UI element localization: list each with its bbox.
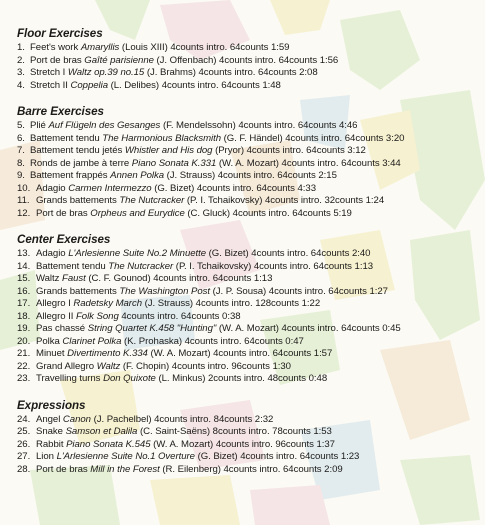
- track-details: (J. Offenbach) 4counts intro. 64counts 1:56: [156, 54, 339, 66]
- music-title: The Nutcracker: [108, 260, 174, 272]
- exercise-name: Stretch II: [30, 79, 68, 91]
- track-details: (J. Pachelbel) 4counts intro. 84counts 2:32: [93, 413, 274, 425]
- music-title: Waltz op.39 no.15: [67, 67, 145, 78]
- music-title: Auf Flügeln des Gesanges: [48, 120, 161, 131]
- track-row: [17, 373, 481, 386]
- track-row: [17, 451, 481, 464]
- exercise-name: Plié: [30, 120, 46, 131]
- track-number: 3.: [17, 67, 25, 78]
- track-details: (C. Gluck) 4counts intro. 64counts 5:19: [187, 207, 352, 219]
- track-number: 6.: [17, 132, 25, 144]
- music-title: Piano Sonata K.331: [131, 157, 217, 169]
- music-title: The Nutcracker: [119, 195, 185, 206]
- music-title: Canon: [62, 413, 91, 425]
- track-row: [17, 261, 481, 274]
- exercise-name: Rabbit: [36, 438, 64, 450]
- track-number: 28.: [17, 463, 31, 475]
- track-number: 2.: [17, 54, 25, 66]
- track-details: (Louis XIII) 4counts intro. 64counts 1:59: [121, 42, 290, 53]
- track-number: 7.: [17, 145, 25, 156]
- track-row: [17, 426, 481, 439]
- track-row: [17, 311, 481, 324]
- music-title: Annen Polka: [110, 170, 165, 181]
- track-details: (G. F. Händel) 4counts intro. 64counts 3:20: [223, 132, 405, 144]
- section: [17, 233, 481, 386]
- track-details: (C. Saint-Saëns) 8counts intro. 78counts 1:53: [139, 426, 332, 437]
- track-details: (C. F. Gounod) 4counts intro. 64counts 1:13: [88, 273, 273, 284]
- music-title: Piano Sonata K.545: [66, 438, 151, 450]
- track-details: (J. Strauss) 4counts intro. 128counts 1:22: [144, 298, 321, 309]
- track-number: 21.: [17, 348, 31, 359]
- music-title: Whistler and His dog: [124, 145, 213, 156]
- track-row: [17, 248, 481, 261]
- track-row: [17, 273, 481, 286]
- track-details: (P. I. Tchaikovsky) 4counts intro. 32counts 1:24: [186, 195, 385, 206]
- track-number: 24.: [17, 413, 31, 425]
- music-title: Mill in the Forest: [90, 463, 160, 475]
- track-number: 18.: [17, 310, 31, 322]
- track-row: [17, 208, 481, 221]
- section-heading: Barre Exercises: [17, 105, 104, 118]
- track-row: [17, 67, 481, 80]
- exercise-name: Battement tendu: [30, 132, 100, 144]
- track-details: (G. Bizet) 4counts intro. 64counts 4:33: [154, 182, 316, 194]
- exercise-name: Waltz: [36, 273, 60, 284]
- track-details: (J. Brahms) 4counts intro. 64counts 2:08: [146, 67, 318, 78]
- exercise-name: Pas chassé: [36, 323, 86, 334]
- music-title: L'Arlesienne Suite No.2 Minuette: [68, 248, 207, 259]
- track-details: (K. Prohaska) 4counts intro. 64counts 0:47: [124, 335, 304, 347]
- track-number: 23.: [17, 373, 31, 384]
- track-details: (F. Mendelssohn) 4counts intro. 64counts 4:46: [162, 120, 358, 131]
- music-title: Carmen Intermezzo: [68, 182, 152, 194]
- exercise-name: Port de bras: [30, 54, 82, 66]
- track-details: (L. Delibes) 4counts intro. 64counts 1:48: [110, 79, 281, 91]
- track-number: 16.: [17, 285, 31, 297]
- track-number: 5.: [17, 120, 25, 131]
- exercise-name: Battement tendu: [36, 260, 106, 272]
- track-row: [17, 361, 481, 374]
- music-title: Waltz: [96, 360, 121, 372]
- exercise-name: Grands battements: [36, 285, 117, 297]
- exercise-name: Ronds de jambe à terre: [30, 157, 130, 169]
- track-row: [17, 120, 481, 133]
- exercise-name: Battement tendu jetés: [30, 145, 123, 156]
- track-number: 15.: [17, 273, 31, 284]
- track-details: (J. Strauss) 4counts intro. 64counts 2:15: [166, 170, 337, 181]
- exercise-name: Adagio: [36, 248, 66, 259]
- track-details: (Pryor) 4counts intro. 64counts 3:12: [215, 145, 366, 156]
- section: [17, 27, 481, 92]
- track-details: (G. Bizet) 4counts intro. 64counts 2:40: [208, 248, 371, 259]
- exercise-name: Allegro II: [36, 310, 74, 322]
- track-number: 8.: [17, 157, 25, 169]
- track-details: (J. P. Sousa) 4counts intro. 64counts 1:27: [212, 285, 388, 297]
- section: [17, 399, 481, 477]
- music-title: Samson et Dalila: [65, 426, 138, 437]
- exercise-name: Stretch I: [30, 67, 66, 78]
- track-details: (W. A. Mozart) 4counts intro. 64counts 1:57: [150, 348, 333, 359]
- track-details: (G. Bizet) 4counts intro. 64counts 1:23: [197, 451, 360, 462]
- exercise-name: Adagio: [36, 182, 66, 194]
- music-title: Folk Song: [76, 310, 119, 322]
- track-row: [17, 348, 481, 361]
- section-heading: Expressions: [17, 398, 86, 412]
- music-title: The Harmonious Blacksmith: [102, 132, 221, 144]
- track-row: [17, 158, 481, 171]
- track-row: [17, 323, 481, 336]
- music-title: String Quartet K.458 "Hunting": [87, 323, 217, 334]
- music-title: Gaîté parisienne: [84, 54, 154, 66]
- music-title: Don Quixote: [103, 373, 156, 384]
- exercise-name: Port de bras: [36, 463, 88, 475]
- music-title: The Washington Post: [119, 285, 210, 297]
- track-row: [17, 42, 481, 55]
- track-row: [17, 298, 481, 311]
- track-row: [17, 55, 481, 68]
- track-number: 20.: [17, 335, 31, 347]
- section: [17, 105, 481, 220]
- music-title: L'Arlesienne Suite No.1 Overture: [56, 451, 195, 462]
- track-details: (W. A. Mozart) 4counts intro. 64counts 3:44: [218, 157, 401, 169]
- music-title: Faust: [62, 273, 86, 284]
- track-details: (L. Minkus) 2counts intro. 48counts 0:48: [158, 373, 328, 384]
- track-number: 1.: [17, 42, 25, 53]
- exercise-name: Angel: [36, 413, 61, 425]
- track-row: [17, 336, 481, 349]
- track-number: 12.: [17, 207, 31, 219]
- exercise-name: Lion: [36, 451, 54, 462]
- exercise-name: Polka: [36, 335, 60, 347]
- track-row: [17, 195, 481, 208]
- track-row: [17, 170, 481, 183]
- track-details: (F. Chopin) 4counts intro. 96counts 1:30: [122, 360, 291, 372]
- track-row: [17, 286, 481, 299]
- track-number: 4.: [17, 79, 25, 91]
- track-row: [17, 80, 481, 93]
- track-details: (W. A. Mozart) 4counts intro. 96counts 1:37: [153, 438, 335, 450]
- track-row: [17, 439, 481, 452]
- exercise-name: Allegro I: [36, 298, 71, 309]
- music-title: Divertimento K.334: [67, 348, 148, 359]
- track-number: 17.: [17, 298, 31, 309]
- track-number: 19.: [17, 323, 31, 334]
- exercise-name: Travelling turns: [36, 373, 101, 384]
- track-details: (R. Eilenberg) 4counts intro. 64counts 2:09: [162, 463, 343, 475]
- track-list: [17, 27, 481, 489]
- track-row: [17, 145, 481, 158]
- track-details: (P. I. Tchaikovsky) 4counts intro. 64counts 1:13: [175, 260, 374, 272]
- track-number: 11.: [17, 195, 30, 206]
- section-heading: Center Exercises: [17, 233, 111, 246]
- track-row: [17, 464, 481, 477]
- track-number: 10.: [17, 182, 31, 194]
- music-title: Radetsky March: [73, 298, 142, 309]
- exercise-name: Snake: [36, 426, 63, 437]
- exercise-name: Port de bras: [36, 207, 88, 219]
- exercise-name: Minuet: [36, 348, 65, 359]
- track-number: 14.: [17, 260, 31, 272]
- music-title: Clarinet Polka: [62, 335, 122, 347]
- track-details: 4counts intro. 64counts 0:38: [121, 310, 241, 322]
- exercise-name: Grand Allegro: [36, 360, 95, 372]
- exercise-name: Grands battements: [36, 195, 117, 206]
- section-heading: Floor Exercises: [17, 27, 103, 40]
- track-row: [17, 414, 481, 427]
- track-number: 22.: [17, 360, 31, 372]
- track-row: [17, 133, 481, 146]
- music-title: Coppelia: [70, 79, 108, 91]
- track-number: 25.: [17, 426, 31, 437]
- exercise-name: Battement frappés: [30, 170, 108, 181]
- track-details: (W. A. Mozart) 4counts intro. 64counts 0:45: [218, 323, 401, 334]
- track-number: 9.: [17, 170, 25, 181]
- music-title: Orpheus and Eurydice: [90, 207, 185, 219]
- track-number: 26.: [17, 438, 31, 450]
- track-number: 27.: [17, 451, 31, 462]
- exercise-name: Feet's work: [30, 42, 79, 53]
- track-row: [17, 183, 481, 196]
- track-number: 13.: [17, 248, 31, 259]
- music-title: Amaryllis: [80, 42, 120, 53]
